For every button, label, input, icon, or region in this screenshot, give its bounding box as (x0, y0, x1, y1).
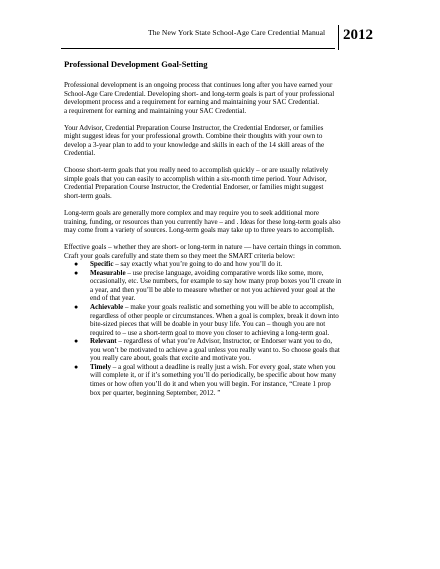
text-line: box per quarter, beginning September, 2012. ” (90, 388, 221, 397)
bullet-icon: ● (74, 303, 79, 312)
page-title: Professional Development Goal-Setting (64, 59, 208, 69)
text-line (90, 260, 382, 269)
text-line: development process and a requirement for earning and maintaining your SAC Credential. (64, 98, 320, 107)
text-line: Credential. (64, 149, 96, 158)
criterion-term: Achievable (90, 303, 124, 312)
text-line: Credential Preparation Course Instructor, the Credential Endorser, or families might suggest (64, 183, 324, 192)
smart-criteria-list (64, 260, 382, 397)
criterion-term: Specific (90, 260, 114, 269)
list-item-achievable (64, 303, 382, 337)
text-line (90, 363, 382, 372)
text-line: Professional development is an ongoing process that continues long after you have earned your (64, 81, 333, 89)
header-year: 2012 (343, 27, 373, 43)
text-line: develop a 3-year plan to add to your knowledge and skills in each of the 14 skill areas of the (64, 140, 325, 149)
text-line: required to – use a short-term goal to move you closer to achieving a long-term goal. (90, 328, 330, 337)
criterion-text: – regardless of what you’re Advisor, Instructor, or Endorser want you to do, (118, 337, 333, 346)
criterion-term: Relevant (90, 337, 117, 346)
criterion-term: Measurable (90, 268, 126, 277)
text-line: might suggest ideas for your professional growth. Combine their thoughts with your own to (64, 132, 323, 141)
bullet-icon: ● (74, 268, 79, 277)
text-line: you really care about, goals that excite and motivate you. (90, 354, 252, 363)
text-line: regardless of other people or circumstances. When a goal is complex, break it down into (90, 311, 339, 320)
list-item-measurable (64, 269, 382, 303)
paragraph-smart-intro (64, 243, 382, 260)
text-line: Your Advisor, Credential Preparation Course Instructor, the Credential Endorser, or families (64, 123, 324, 132)
header-divider (338, 25, 339, 50)
text-line: Craft your goals carefully and state them so they meet the SMART criteria below: (64, 251, 295, 260)
text-line (90, 269, 382, 278)
list-item-relevant (64, 337, 382, 363)
header-rule (61, 48, 335, 49)
criterion-text: – a goal without a deadline is really just a wish. For every goal, state when you (112, 362, 336, 371)
text-line: Effective goals – whether they are short- or long-term in nature — have certain things in common. (64, 243, 342, 252)
text-line: occasionally, etc. Use numbers, for example to say how many prop boxes you’ll create in (90, 277, 342, 286)
criterion-text: – say exactly what you’re going to do and how you’ll do it. (115, 260, 283, 269)
paragraph-short-term (64, 166, 382, 200)
text-line: training, funding, or resources than you currently have – and . Ideas for these long-term goals also (64, 217, 341, 226)
text-line: a year, and then you’ll be able to measure whether or not you achieved your goal at the (90, 285, 336, 294)
criterion-text: – make your goals realistic and something you will be able to accomplish, (125, 303, 334, 312)
page-header (0, 25, 440, 51)
text-line: Long-term goals are generally more complex and may require you to seek additional more (64, 209, 319, 218)
bullet-icon: ● (74, 260, 79, 269)
paragraph-long-term (64, 209, 382, 235)
text-line: Choose short-term goals that you really need to accomplish quickly – or are usually relatively (64, 166, 329, 175)
text-line: will complete it, or if it’s something you’ll do periodically, be specific about how many (90, 371, 337, 380)
list-item-timely (64, 363, 382, 397)
text-line: end of that year. (90, 294, 136, 303)
text-line: bite-sized pieces that will be doable in your busy life. You can – though you are not (90, 320, 326, 329)
paragraph-intro (64, 81, 382, 115)
text-line: may come from a variety of sources. Long-term goals may take up to three years to accomplish. (64, 226, 335, 235)
paragraph-advisor (64, 124, 382, 158)
text-line: a requirement for earning and maintaining your SAC Credential. (64, 106, 247, 115)
text-line: you won’t be motivated to achieve a goal unless you really want to. So choose goals that (90, 345, 340, 354)
document-body (64, 59, 382, 397)
text-line (90, 303, 382, 312)
criterion-text: – use precise language, avoiding comparative words like some, more, (127, 268, 324, 277)
text-line: School-Age Care Credential. Developing short- and long-term goals is part of your professional (64, 89, 335, 98)
text-line (90, 337, 382, 346)
manual-title: The New York State School-Age Care Credential Manual (148, 28, 326, 37)
text-line: times or how often you’ll do it and when you will begin. For instance, “Create 1 prop (90, 379, 331, 388)
text-line: simple goals that you can easily to accomplish within a six-month time period. Your Advisor, (64, 174, 327, 183)
bullet-icon: ● (74, 337, 79, 346)
bullet-icon: ● (74, 362, 79, 371)
criterion-term: Timely (90, 362, 112, 371)
list-item-specific (64, 260, 382, 269)
text-line: short-term goals. (64, 192, 112, 201)
